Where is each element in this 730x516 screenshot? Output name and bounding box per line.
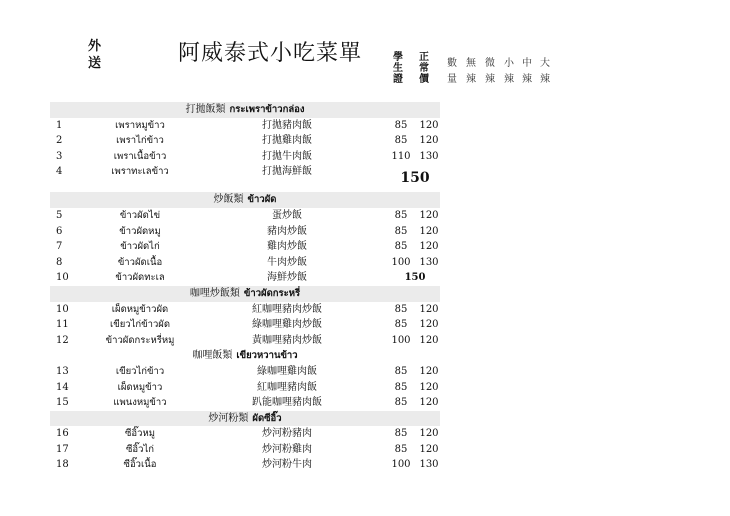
delivery-label [88,38,101,72]
delivery-char-2: 送 [88,56,102,71]
menu-row [50,380,440,396]
item-name-zh: 打拋海鮮飯 [262,166,312,178]
item-number: 1 [56,119,63,131]
menu-row [50,255,440,271]
regular-price: 130 [419,256,439,268]
header-char: 小 [504,58,514,69]
single-price: 150 [404,272,426,284]
student-price: 85 [394,381,408,393]
menu-row [50,239,440,255]
item-name-th: เพราเนื้อข้าว [113,150,167,162]
section-title-th: ข้าวผัดกระหรี่ [243,287,301,299]
header-char: 數 [447,58,457,69]
header-char: 辣 [522,74,532,85]
student-price: 85 [394,428,408,440]
item-name-th: เพราทะเลข้าว [111,166,169,178]
item-name-th: ข้าวผัดเนื้อ [117,256,163,268]
item-number: 11 [56,319,69,331]
menu-row [50,302,440,318]
item-name-th: เขียวไก่ข้าว [115,365,165,377]
menu-row [50,164,440,188]
item-name-th: ซีอิ๊วหมู [124,428,155,440]
header-char: 辣 [485,74,495,85]
section-header-fried-rice [50,192,440,208]
student-price-header [392,52,404,85]
student-price: 85 [394,119,408,131]
student-price: 85 [394,365,408,377]
item-number: 4 [56,166,63,178]
item-name-th: ข้าวผัดทะเล [115,272,165,284]
item-name-zh: 豬肉炒飯 [267,225,307,237]
regular-price: 130 [419,459,439,471]
item-number: 13 [56,365,69,377]
item-number: 10 [56,303,69,315]
student-price: 85 [394,303,408,315]
spice-none-header [465,56,477,88]
regular-price: 120 [419,135,439,147]
header-char: 辣 [540,74,550,85]
menu-row [50,333,440,349]
item-name-zh: 牛肉炒飯 [267,256,307,268]
item-number: 5 [56,209,63,221]
item-number: 6 [56,225,63,237]
student-price: 85 [394,443,408,455]
section-title-th: เขียวหวานข้าว [236,350,298,362]
item-name-zh: 打拋牛肉飯 [262,150,312,162]
header-char: 學 [393,52,403,63]
menu-row [50,149,440,165]
section-title-zh: 咖哩飯類 [192,350,233,362]
student-price: 100 [391,334,411,346]
section-title-zh: 炒飯類 [213,194,244,206]
section-header-curry-fried-rice [50,286,440,302]
spice-hot-header [539,56,551,88]
item-number: 3 [56,150,63,162]
item-name-zh: 炒河粉牛肉 [262,459,312,471]
header-char: 無 [466,58,476,69]
header-char: 大 [540,58,550,69]
student-price: 85 [394,397,408,409]
item-name-zh: 紅咖哩豬肉飯 [257,381,317,393]
student-price: 85 [394,209,408,221]
section-title-zh: 炒河粉類 [208,412,249,424]
item-name-th: เขียวไก่ข้าวผัด [109,319,171,331]
menu-row [50,457,440,473]
student-price: 85 [394,319,408,331]
student-price: 85 [394,241,408,253]
item-name-th: ข้าวผัดไข่ [119,209,161,221]
single-price: 150 [400,170,430,187]
menu-row [50,317,440,333]
menu-table [50,102,440,473]
item-name-th: ซีอิ๊วเนื้อ [123,459,157,471]
quantity-header [446,56,458,88]
section-title-zh: 咖哩炒飯類 [189,287,240,299]
item-name-zh: 紅咖哩豬肉炒飯 [252,303,322,315]
item-name-zh: 綠咖哩雞肉飯 [257,365,317,377]
menu-row [50,208,440,224]
item-number: 10 [56,272,69,284]
item-name-th: ข้าวผัดหมู [119,225,161,237]
menu-row [50,270,440,286]
item-name-zh: 趴能咖哩豬肉飯 [252,397,322,409]
item-number: 14 [56,381,69,393]
spice-mild-header [484,56,496,88]
header-char: 辣 [466,74,476,85]
item-name-th: เผ็ดหมูข้าว [117,381,163,393]
item-number: 12 [56,334,69,346]
delivery-char-1: 外 [88,39,102,54]
item-name-th: เพราไก่ข้าว [116,135,164,147]
section-title-th: ผัดซีอิ๊ว [252,412,282,424]
spice-medium-header [521,56,533,88]
regular-price: 120 [419,365,439,377]
item-name-zh: 蛋炒飯 [272,209,302,221]
item-number: 2 [56,135,63,147]
regular-price: 120 [419,303,439,315]
menu-row [50,118,440,134]
section-title-th: ข้าวผัด [247,194,277,206]
section-title-th: กระเพราข้าวกล่อง [229,104,305,115]
regular-price: 120 [419,241,439,253]
regular-price: 120 [419,381,439,393]
regular-price: 120 [419,443,439,455]
item-number: 18 [56,459,69,471]
student-price: 85 [394,225,408,237]
item-name-zh: 炒河粉雞肉 [262,443,312,455]
regular-price: 120 [419,334,439,346]
item-number: 16 [56,428,69,440]
header-char: 辣 [504,74,514,85]
menu-row [50,395,440,411]
item-name-zh: 海鮮炒飯 [267,272,307,284]
item-name-zh: 綠咖哩雞肉炒飯 [252,319,322,331]
item-number: 7 [56,241,63,253]
section-title-zh: 打拋飯類 [185,104,226,115]
item-name-zh: 打拋雞肉飯 [262,135,312,147]
header-char: 正 [419,52,429,63]
spice-small-header [503,56,515,88]
menu-row [50,426,440,442]
regular-price: 130 [419,150,439,162]
header-char: 價 [419,74,429,85]
item-name-zh: 雞肉炒飯 [267,241,307,253]
header-char: 微 [485,58,495,69]
regular-price-header [418,52,430,85]
header-char: 中 [522,58,532,69]
menu-title: 阿威泰式小吃菜單 [178,41,363,66]
item-name-zh: 打拋豬肉飯 [262,119,312,131]
item-name-zh: 炒河粉豬肉 [262,428,312,440]
item-name-th: เผ็ดหมูข้าวผัด [111,303,169,315]
item-number: 8 [56,256,63,268]
item-name-zh: 黃咖哩豬肉炒飯 [252,334,322,346]
header-char: 生 [393,63,403,74]
menu-row [50,364,440,380]
regular-price: 120 [419,119,439,131]
header-char: 常 [419,63,429,74]
item-name-th: ซีอิ๊วไก่ [125,443,155,455]
menu-row [50,442,440,458]
item-name-th: ข้าวผัดไก่ [120,241,160,253]
regular-price: 120 [419,428,439,440]
header-char: 證 [393,74,403,85]
menu-row [50,133,440,149]
item-name-th: แพนงหมูข้าว [113,397,167,409]
student-price: 100 [391,459,411,471]
regular-price: 120 [419,209,439,221]
section-header-stir-fried-noodles [50,411,440,427]
section-header-stir-fry-basil [50,102,440,118]
regular-price: 120 [419,319,439,331]
item-name-th: ข้าวผัดกระหรี่หมู [105,334,175,346]
header-char: 量 [447,74,457,85]
regular-price: 120 [419,397,439,409]
item-name-th: เพราหมูข้าว [115,119,165,131]
item-number: 17 [56,443,69,455]
menu-row [50,224,440,240]
student-price: 100 [391,256,411,268]
section-header-curry-rice [50,348,440,364]
regular-price: 120 [419,225,439,237]
item-number: 15 [56,397,69,409]
student-price: 85 [394,135,408,147]
student-price: 110 [391,150,411,162]
